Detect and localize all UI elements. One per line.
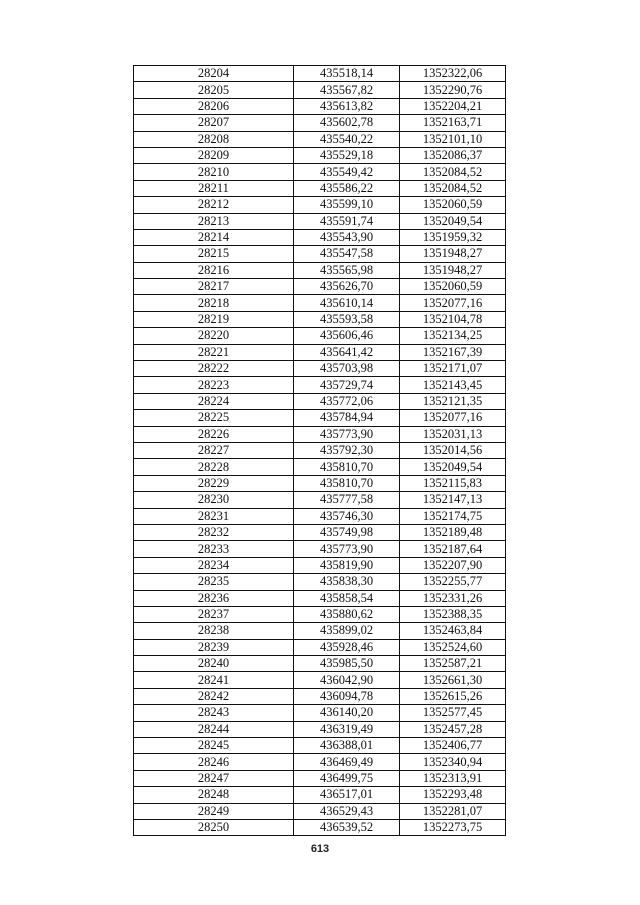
point-number-cell: 28238 [134, 623, 294, 639]
table-row [134, 656, 506, 672]
y-coordinate-cell: 1352077,16 [400, 295, 506, 311]
table-row [134, 492, 506, 508]
x-coordinate-cell: 435777,58 [294, 492, 400, 508]
y-coordinate-cell: 1352187,64 [400, 541, 506, 557]
y-coordinate-cell: 1352084,52 [400, 164, 506, 180]
table-row [134, 475, 506, 491]
x-coordinate-cell: 435784,94 [294, 410, 400, 426]
table-row [134, 147, 506, 163]
table-row [134, 574, 506, 590]
point-number-cell: 28247 [134, 770, 294, 786]
y-coordinate-cell: 1352060,59 [400, 197, 506, 213]
table-row [134, 426, 506, 442]
point-number-cell: 28244 [134, 721, 294, 737]
y-coordinate-cell: 1351948,27 [400, 262, 506, 278]
point-number-cell: 28236 [134, 590, 294, 606]
x-coordinate-cell: 435729,74 [294, 377, 400, 393]
y-coordinate-cell: 1352049,54 [400, 213, 506, 229]
table-row [134, 410, 506, 426]
x-coordinate-cell: 435547,58 [294, 246, 400, 262]
y-coordinate-cell: 1352174,75 [400, 508, 506, 524]
x-coordinate-cell: 435858,54 [294, 590, 400, 606]
table-row [134, 590, 506, 606]
point-number-cell: 28210 [134, 164, 294, 180]
x-coordinate-cell: 435593,58 [294, 311, 400, 327]
table-row [134, 361, 506, 377]
x-coordinate-cell: 435591,74 [294, 213, 400, 229]
y-coordinate-cell: 1352524,60 [400, 639, 506, 655]
point-number-cell: 28243 [134, 705, 294, 721]
y-coordinate-cell: 1352031,13 [400, 426, 506, 442]
table-row [134, 213, 506, 229]
y-coordinate-cell: 1351959,32 [400, 229, 506, 245]
table-row [134, 672, 506, 688]
x-coordinate-cell: 436094,78 [294, 688, 400, 704]
y-coordinate-cell: 1352084,52 [400, 180, 506, 196]
x-coordinate-cell: 436499,75 [294, 770, 400, 786]
point-number-cell: 28211 [134, 180, 294, 196]
point-number-cell: 28234 [134, 557, 294, 573]
table-row [134, 262, 506, 278]
x-coordinate-cell: 436517,01 [294, 787, 400, 803]
x-coordinate-cell: 435928,46 [294, 639, 400, 655]
table-row [134, 164, 506, 180]
table-row [134, 197, 506, 213]
table-row [134, 508, 506, 524]
x-coordinate-cell: 435985,50 [294, 656, 400, 672]
table-row [134, 524, 506, 540]
point-number-cell: 28241 [134, 672, 294, 688]
y-coordinate-cell: 1352577,45 [400, 705, 506, 721]
point-number-cell: 28222 [134, 361, 294, 377]
y-coordinate-cell: 1352147,13 [400, 492, 506, 508]
y-coordinate-cell: 1352101,10 [400, 131, 506, 147]
y-coordinate-cell: 1352322,06 [400, 66, 506, 82]
y-coordinate-cell: 1352463,84 [400, 623, 506, 639]
table-row [134, 66, 506, 82]
x-coordinate-cell: 435565,98 [294, 262, 400, 278]
x-coordinate-cell: 435749,98 [294, 524, 400, 540]
x-coordinate-cell: 435549,42 [294, 164, 400, 180]
point-number-cell: 28212 [134, 197, 294, 213]
point-number-cell: 28245 [134, 738, 294, 754]
x-coordinate-cell: 435641,42 [294, 344, 400, 360]
table-row [134, 328, 506, 344]
table-row [134, 623, 506, 639]
y-coordinate-cell: 1352457,28 [400, 721, 506, 737]
x-coordinate-cell: 435703,98 [294, 361, 400, 377]
y-coordinate-cell: 1352661,30 [400, 672, 506, 688]
point-number-cell: 28230 [134, 492, 294, 508]
point-number-cell: 28246 [134, 754, 294, 770]
y-coordinate-cell: 1352281,07 [400, 803, 506, 819]
y-coordinate-cell: 1351948,27 [400, 246, 506, 262]
x-coordinate-cell: 435567,82 [294, 82, 400, 98]
x-coordinate-cell: 435838,30 [294, 574, 400, 590]
x-coordinate-cell: 435543,90 [294, 229, 400, 245]
point-number-cell: 28228 [134, 459, 294, 475]
x-coordinate-cell: 436469,49 [294, 754, 400, 770]
point-number-cell: 28218 [134, 295, 294, 311]
point-number-cell: 28205 [134, 82, 294, 98]
x-coordinate-cell: 436388,01 [294, 738, 400, 754]
y-coordinate-cell: 1352207,90 [400, 557, 506, 573]
point-number-cell: 28204 [134, 66, 294, 82]
table-row [134, 606, 506, 622]
x-coordinate-cell: 435540,22 [294, 131, 400, 147]
y-coordinate-cell: 1352121,35 [400, 393, 506, 409]
y-coordinate-cell: 1352313,91 [400, 770, 506, 786]
x-coordinate-cell: 435810,70 [294, 459, 400, 475]
table-row [134, 295, 506, 311]
x-coordinate-cell: 435810,70 [294, 475, 400, 491]
x-coordinate-cell: 436529,43 [294, 803, 400, 819]
x-coordinate-cell: 435772,06 [294, 393, 400, 409]
y-coordinate-cell: 1352406,77 [400, 738, 506, 754]
table-row [134, 344, 506, 360]
x-coordinate-cell: 435602,78 [294, 115, 400, 131]
x-coordinate-cell: 435529,18 [294, 147, 400, 163]
point-number-cell: 28240 [134, 656, 294, 672]
point-number-cell: 28229 [134, 475, 294, 491]
x-coordinate-cell: 435773,90 [294, 426, 400, 442]
table-row [134, 131, 506, 147]
point-number-cell: 28207 [134, 115, 294, 131]
point-number-cell: 28231 [134, 508, 294, 524]
table-row [134, 279, 506, 295]
y-coordinate-cell: 1352290,76 [400, 82, 506, 98]
point-number-cell: 28226 [134, 426, 294, 442]
y-coordinate-cell: 1352104,78 [400, 311, 506, 327]
x-coordinate-cell: 436319,49 [294, 721, 400, 737]
x-coordinate-cell: 435773,90 [294, 541, 400, 557]
y-coordinate-cell: 1352587,21 [400, 656, 506, 672]
y-coordinate-cell: 1352189,48 [400, 524, 506, 540]
table-row [134, 721, 506, 737]
point-number-cell: 28250 [134, 819, 294, 835]
y-coordinate-cell: 1352615,26 [400, 688, 506, 704]
table-row [134, 541, 506, 557]
point-number-cell: 28235 [134, 574, 294, 590]
table-row [134, 180, 506, 196]
y-coordinate-cell: 1352134,25 [400, 328, 506, 344]
point-number-cell: 28233 [134, 541, 294, 557]
table-row [134, 393, 506, 409]
x-coordinate-cell: 435606,46 [294, 328, 400, 344]
table-row [134, 557, 506, 573]
table-row [134, 770, 506, 786]
table-row [134, 229, 506, 245]
y-coordinate-cell: 1352331,26 [400, 590, 506, 606]
table-row [134, 754, 506, 770]
point-number-cell: 28217 [134, 279, 294, 295]
point-number-cell: 28249 [134, 803, 294, 819]
y-coordinate-cell: 1352163,71 [400, 115, 506, 131]
point-number-cell: 28227 [134, 442, 294, 458]
y-coordinate-cell: 1352255,77 [400, 574, 506, 590]
table-row [134, 82, 506, 98]
point-number-cell: 28237 [134, 606, 294, 622]
table-row [134, 738, 506, 754]
y-coordinate-cell: 1352167,39 [400, 344, 506, 360]
y-coordinate-cell: 1352060,59 [400, 279, 506, 295]
point-number-cell: 28232 [134, 524, 294, 540]
y-coordinate-cell: 1352077,16 [400, 410, 506, 426]
x-coordinate-cell: 436042,90 [294, 672, 400, 688]
y-coordinate-cell: 1352171,07 [400, 361, 506, 377]
table-row [134, 115, 506, 131]
table-row [134, 459, 506, 475]
point-number-cell: 28209 [134, 147, 294, 163]
x-coordinate-cell: 435746,30 [294, 508, 400, 524]
y-coordinate-cell: 1352340,94 [400, 754, 506, 770]
page-number: 613 [310, 843, 330, 855]
table-row [134, 311, 506, 327]
table-row [134, 246, 506, 262]
x-coordinate-cell: 435613,82 [294, 98, 400, 114]
table-row [134, 98, 506, 114]
x-coordinate-cell: 436140,20 [294, 705, 400, 721]
y-coordinate-cell: 1352204,21 [400, 98, 506, 114]
point-number-cell: 28215 [134, 246, 294, 262]
table-row [134, 688, 506, 704]
x-coordinate-cell: 435599,10 [294, 197, 400, 213]
x-coordinate-cell: 436539,52 [294, 819, 400, 835]
point-number-cell: 28216 [134, 262, 294, 278]
x-coordinate-cell: 435586,22 [294, 180, 400, 196]
y-coordinate-cell: 1352049,54 [400, 459, 506, 475]
point-number-cell: 28219 [134, 311, 294, 327]
coordinates-table-body [134, 66, 506, 836]
table-row [134, 639, 506, 655]
table-row [134, 819, 506, 835]
table-row [134, 705, 506, 721]
point-number-cell: 28220 [134, 328, 294, 344]
y-coordinate-cell: 1352014,56 [400, 442, 506, 458]
point-number-cell: 28206 [134, 98, 294, 114]
x-coordinate-cell: 435792,30 [294, 442, 400, 458]
point-number-cell: 28221 [134, 344, 294, 360]
table-row [134, 377, 506, 393]
y-coordinate-cell: 1352115,83 [400, 475, 506, 491]
point-number-cell: 28213 [134, 213, 294, 229]
point-number-cell: 28214 [134, 229, 294, 245]
point-number-cell: 28224 [134, 393, 294, 409]
point-number-cell: 28239 [134, 639, 294, 655]
x-coordinate-cell: 435899,02 [294, 623, 400, 639]
y-coordinate-cell: 1352143,45 [400, 377, 506, 393]
point-number-cell: 28225 [134, 410, 294, 426]
x-coordinate-cell: 435626,70 [294, 279, 400, 295]
x-coordinate-cell: 435610,14 [294, 295, 400, 311]
point-number-cell: 28248 [134, 787, 294, 803]
point-number-cell: 28242 [134, 688, 294, 704]
point-number-cell: 28223 [134, 377, 294, 393]
x-coordinate-cell: 435880,62 [294, 606, 400, 622]
y-coordinate-cell: 1352086,37 [400, 147, 506, 163]
table-row [134, 787, 506, 803]
x-coordinate-cell: 435518,14 [294, 66, 400, 82]
x-coordinate-cell: 435819,90 [294, 557, 400, 573]
table-row [134, 442, 506, 458]
coordinates-table [133, 65, 506, 836]
table-row [134, 803, 506, 819]
y-coordinate-cell: 1352388,35 [400, 606, 506, 622]
y-coordinate-cell: 1352273,75 [400, 819, 506, 835]
y-coordinate-cell: 1352293,48 [400, 787, 506, 803]
point-number-cell: 28208 [134, 131, 294, 147]
